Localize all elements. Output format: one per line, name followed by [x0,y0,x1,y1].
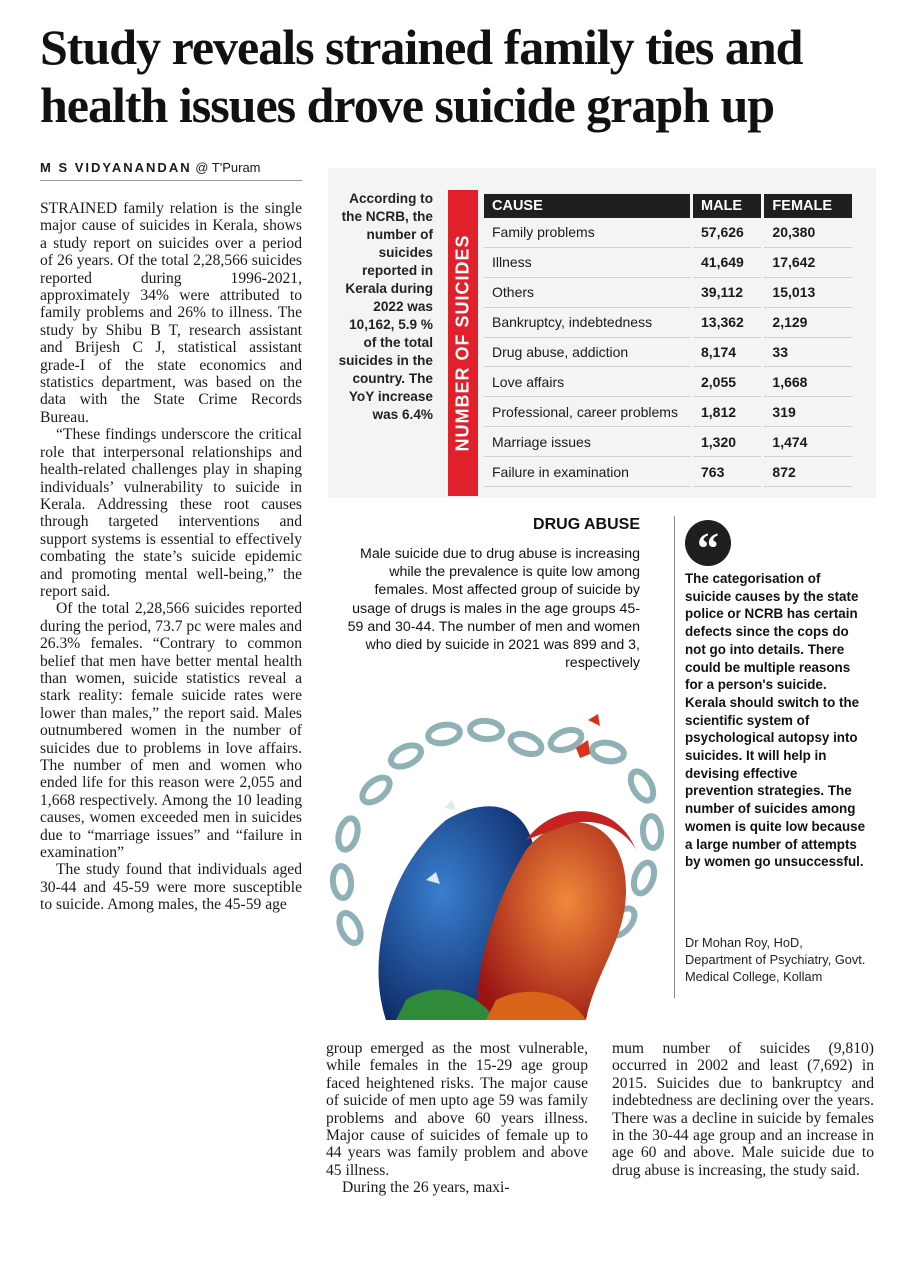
article-column-2 [326,1040,588,1197]
male-cell: 2,055 [692,367,763,397]
male-cell: 39,112 [692,277,763,307]
female-cell: 2,129 [763,307,852,337]
expert-quote [674,516,877,998]
cause-cell: Others [484,277,692,307]
number-of-suicides-label [448,190,478,496]
female-cell: 1,474 [763,427,852,457]
male-cell: 1,812 [692,397,763,427]
female-cell: 33 [763,337,852,367]
table-row [484,277,852,307]
table-row [484,367,852,397]
article-paragraph: mum number of suicides (9,810) occurred in 2002 and least (7,692) in 2015. Suicides due to bankruptcy and indebtedness are declining over the years. There was a decline in suicide by females in the 30-44 age group and an increase in age 60 and above. Male suicide due to drug abuse is increasing, the study said. [612,1040,874,1179]
ncrb-note: According to the NCRB, the number of suicides reported in Kerala during 2022 was 10,162, 5.9 % of the total suicides in the country. The YoY increase was 6.4% [338,191,433,422]
male-cell: 763 [692,457,763,487]
female-cell: 872 [763,457,852,487]
byline [40,160,302,181]
female-cell: 15,013 [763,277,852,307]
male-cell: 8,174 [692,337,763,367]
table-row [484,457,852,487]
headline: Study reveals strained family ties and health issues drove suicide graph up [40,19,803,133]
article-column-3 [612,1040,874,1179]
table-row [484,307,852,337]
drug-abuse-title: DRUG ABUSE [533,516,640,533]
column-header: FEMALE [763,194,852,218]
article-paragraph: “These findings underscore the critical role that interpersonal relationships and health-related challenges play in shaping individuals’ vulnerability to suicide in Kerala. Addressing these root causes through targeted interventions and support systems is essential to effectively combating the state’s suicide epidemic and promoting mental well-being,” the report said. [40,426,302,600]
table-row [484,247,852,277]
byline-author: M S VIDYANANDAN [40,160,192,175]
article-paragraph: group emerged as the most vulnerable, while females in the 15-29 age group faced heightened risks. The major cause of suicide of men upto age 59 was family problems and above 60 years illness. Major cause of suicides of female up to 44 years was family problem and above 45 illness. [326,1040,588,1179]
male-cell: 1,320 [692,427,763,457]
byline-location: @ T'Puram [195,160,261,175]
cause-cell: Illness [484,247,692,277]
table-row [484,397,852,427]
cause-cell: Drug abuse, addiction [484,337,692,367]
cause-cell: Failure in examination [484,457,692,487]
table-row [484,337,852,367]
column-header: CAUSE [484,194,692,218]
table-row [484,218,852,247]
cause-cell: Bankruptcy, indebtedness [484,307,692,337]
column-header: MALE [692,194,763,218]
drug-abuse-text: Male suicide due to drug abuse is increasing while the prevalence is quite low among females. Most affected group of suicide by usage of drugs is males in the age groups 45-59 and 30-44. The number of men and women who died by suicide in 2021 was 899 and 3, respectively [347,546,640,672]
cause-cell: Love affairs [484,367,692,397]
article-column-1 [40,200,302,914]
female-cell: 17,642 [763,247,852,277]
causes-table [484,194,852,487]
female-cell: 319 [763,397,852,427]
couple-illustration [326,700,664,1020]
article-paragraph: STRAINED family relation is the single major cause of suicides in Kerala, shows a study report on suicides over a period of 26 years. Of the total 2,28,566 suicides reported during 1996-2021, approximately 34% were attributed to family problems and 26% to illness. The study by Shibu B T, research assistant and Brijesh C J, statistical assistant grade-I of the state economics and statistics department, was based on the data with the State Crime Records Bureau. [40,200,302,426]
female-cell: 20,380 [763,218,852,247]
male-cell: 57,626 [692,218,763,247]
table-header-row [484,194,852,218]
cause-cell: Professional, career problems [484,397,692,427]
quote-attribution: Dr Mohan Roy, HoD, Department of Psychiatry, Govt. Medical College, Kollam [685,935,866,984]
sidebar-label: NUMBER OF SUICIDES [452,234,473,452]
male-cell: 13,362 [692,307,763,337]
female-cell: 1,668 [763,367,852,397]
cause-cell: Family problems [484,218,692,247]
article-paragraph: During the 26 years, maxi- [342,1179,510,1197]
table-row [484,427,852,457]
article-paragraph: The study found that individuals aged 30-44 and 45-59 were more susceptible to suicide. Among males, the 45-59 age [40,861,302,914]
cause-cell: Marriage issues [484,427,692,457]
quote-icon: “ [685,520,731,566]
article-paragraph: Of the total 2,28,566 suicides reported during the period, 73.7 pc were males and 26.3% females. “Contrary to common belief that men have better mental health than women, suicide statistics reveal a stark reality: female suicide rates were lower than males,” the report said. Males outnumbered women in the number of suicides due to problems in love affairs. The number of men and women who ended life for this reason were 2,055 and 1,668 respectively. Among the 10 leading causes, women exceeded men in suicides due to “marriage issues” and “failure in examination” [40,600,302,862]
quote-text: The categorisation of suicide causes by the state police or NCRB has certain defects since the cops do not go into details. There could be multiple reasons for a person's suicide. Kerala should switch to the scientific system of psychological autopsy into suicides. It will help in devising effective prevention strategies. The number of suicides among women is quite low because a large number of attempts by women go unsuccessful. [685,571,866,870]
male-cell: 41,649 [692,247,763,277]
